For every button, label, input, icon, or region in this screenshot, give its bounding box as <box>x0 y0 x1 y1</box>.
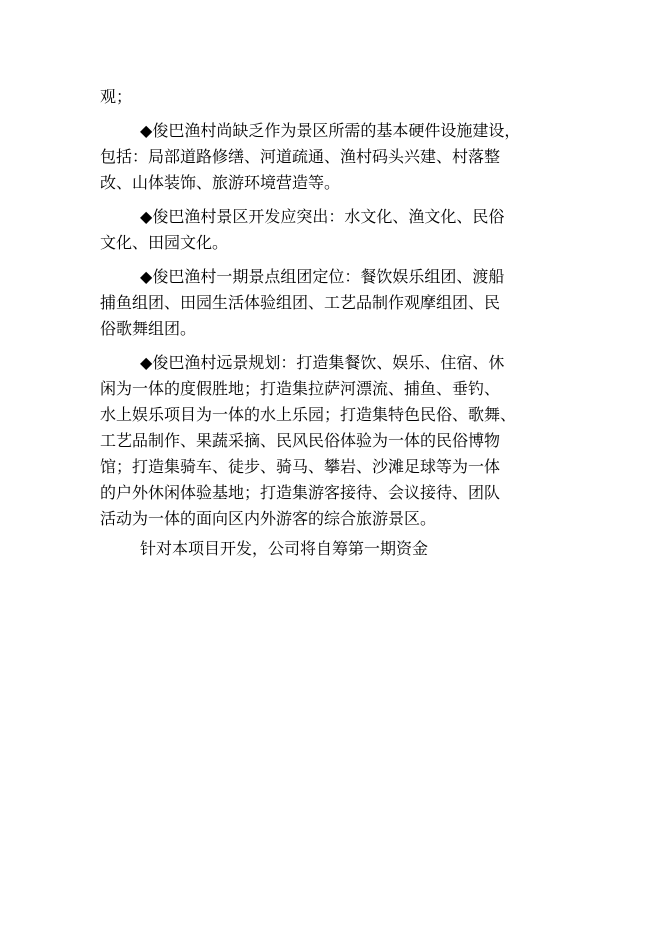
paragraph-text: 俊巴渔村一期景点组团定位：餐饮娱乐组团、渡船 <box>152 267 505 286</box>
diamond-bullet-icon: ◆ <box>140 121 153 140</box>
paragraph-long-term-plan <box>100 350 562 532</box>
paragraph-hardware <box>100 118 562 196</box>
paragraph-line: 俗歌舞组团。 <box>100 319 197 338</box>
paragraph-closing <box>100 536 562 562</box>
paragraph-line: 活动为一体的面向区内外游客的综合旅游景区。 <box>100 509 437 528</box>
paragraph-line: 水上娱乐项目为一体的水上乐园；打造集特色民俗、歌舞、 <box>100 405 517 424</box>
paragraph-line: 改、山体装饰、旅游环境营造等。 <box>100 173 341 192</box>
paragraph-first-line <box>100 350 562 376</box>
paragraph-line: 包括：局部道路修缮、河道疏通、渔村码头兴建、村落整 <box>100 147 501 166</box>
paragraph-text: 俊巴渔村景区开发应突出：水文化、渔文化、民俗 <box>152 207 505 226</box>
continuation-line: 观； <box>100 87 133 106</box>
paragraph-line: 闲为一体的度假胜地；打造集拉萨河漂流、捕鱼、垂钓、 <box>100 379 501 398</box>
paragraph-first-line <box>100 264 562 290</box>
document-body <box>100 84 562 562</box>
paragraph-text: 俊巴渔村尚缺乏作为景区所需的基本硬件设施建设， <box>152 121 521 140</box>
paragraph-culture <box>100 204 562 256</box>
paragraph-text: 俊巴渔村远景规划：打造集餐饮、娱乐、住宿、休 <box>152 353 505 372</box>
paragraph-line: 馆；打造集骑车、徒步、骑马、攀岩、沙滩足球等为一体 <box>100 457 501 476</box>
closing-line: 针对本项目开发，公司将自筹第一期资金 <box>140 539 429 558</box>
diamond-bullet-icon: ◆ <box>140 207 153 226</box>
paragraph-line: 文化、田园文化。 <box>100 233 229 252</box>
diamond-bullet-icon: ◆ <box>140 353 153 372</box>
diamond-bullet-icon: ◆ <box>140 267 153 286</box>
paragraph-line: 工艺品制作、果蔬采摘、民风民俗体验为一体的民俗博物 <box>100 431 501 450</box>
paragraph-first-line <box>100 118 562 144</box>
paragraph-line: 的户外休闲体验基地；打造集游客接待、会议接待、团队 <box>100 483 501 502</box>
paragraph-first-line <box>100 204 562 230</box>
paragraph-phase-one <box>100 264 562 342</box>
paragraph-line: 捕鱼组团、田园生活体验组团、工艺品制作观摩组团、民 <box>100 293 501 312</box>
